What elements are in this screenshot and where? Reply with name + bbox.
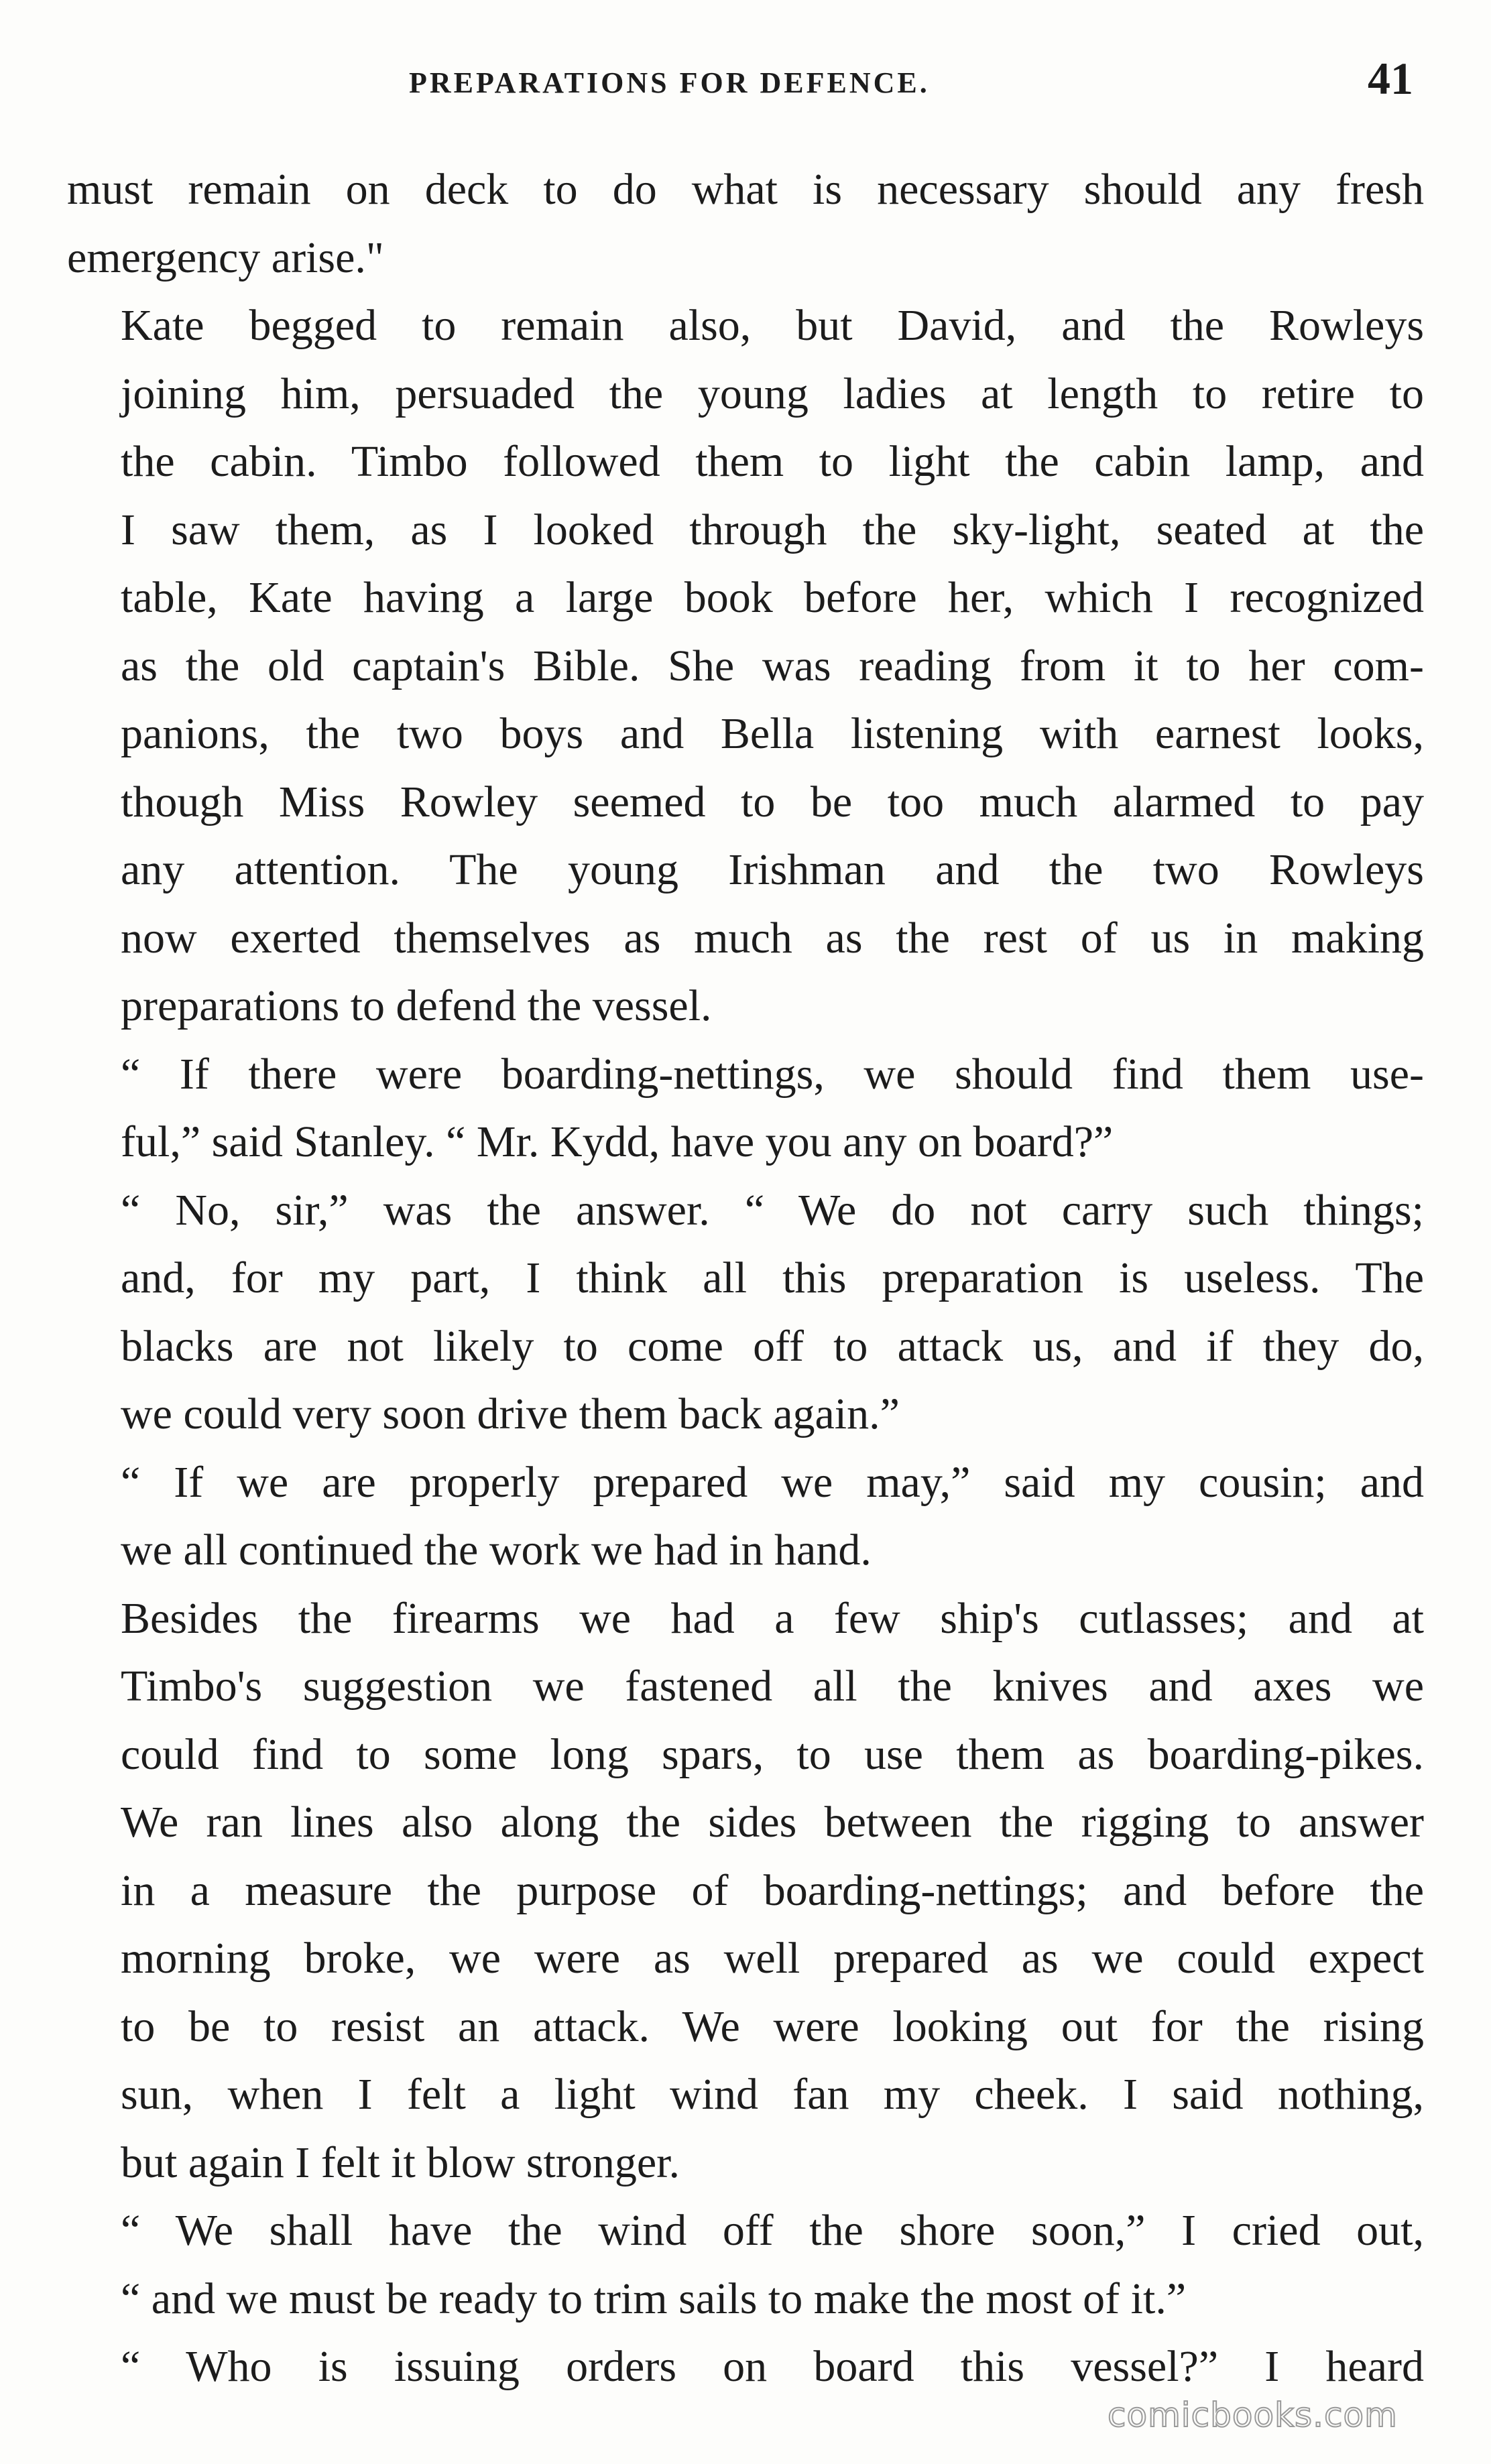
text-line: Timbo's suggestion we fastened all the knives and axes we xyxy=(121,1662,1424,1711)
text-line: panions, the two boys and Bella listening with earnest looks, xyxy=(121,709,1424,758)
paragraph-7 xyxy=(67,2197,1424,2333)
text-line: Kate begged to remain also, but David, and the Rowleys xyxy=(121,301,1424,350)
text-line: we all continued the work we had in hand. xyxy=(121,1526,872,1575)
body-text xyxy=(67,156,1424,2401)
text-line: as the old captain's Bible. She was reading from it to her com- xyxy=(121,641,1424,690)
watermark-logo: comicbooks.com xyxy=(1108,2396,1398,2435)
text-line: preparations to defend the vessel. xyxy=(121,981,712,1030)
text-line: could find to some long spars, to use them as boarding-pikes. xyxy=(121,1729,1424,1779)
paragraph-5 xyxy=(67,1449,1424,1585)
paragraph-6 xyxy=(67,1585,1424,2197)
text-line: “ We shall have the wind off the shore soon,” I cried out, xyxy=(121,2206,1424,2255)
text-line: any attention. The young Irishman and the two Rowleys xyxy=(121,845,1424,894)
text-line: We ran lines also along the sides between the rigging to answer xyxy=(121,1798,1424,1847)
paragraph-2 xyxy=(67,292,1424,1040)
text-line: “ Who is issuing orders on board this vessel?” I heard xyxy=(121,2342,1424,2391)
text-line: now exerted themselves as much as the rest of us in making xyxy=(121,913,1424,963)
paragraph-1 xyxy=(67,156,1424,292)
text-line: joining him, persuaded the young ladies at length to retire to xyxy=(121,369,1424,418)
text-line: ful,” said Stanley. “ Mr. Kydd, have you any on board?” xyxy=(121,1117,1114,1166)
text-line: to be to resist an attack. We were looking out for the rising xyxy=(121,2001,1424,2051)
paragraph-4 xyxy=(67,1176,1424,1449)
text-line: “ No, sir,” was the answer. “ We do not carry such things; xyxy=(121,1185,1424,1235)
text-line: in a measure the purpose of boarding-nettings; and before the xyxy=(121,1865,1424,1915)
text-line: Besides the firearms we had a few ship's cutlasses; and at xyxy=(121,1593,1424,1643)
text-line: table, Kate having a large book before her, which I recognized xyxy=(121,573,1424,622)
text-line: I saw them, as I looked through the sky-light, seated at the xyxy=(121,505,1424,554)
text-line: though Miss Rowley seemed to be too much alarmed to pay xyxy=(121,777,1424,826)
text-line: sun, when I felt a light wind fan my cheek. I said nothing, xyxy=(121,2070,1424,2119)
text-line: but again I felt it blow stronger. xyxy=(121,2138,680,2187)
text-line: emergency arise." xyxy=(67,233,384,282)
text-line: we could very soon drive them back again.” xyxy=(121,1390,900,1438)
page-number: 41 xyxy=(1368,53,1413,104)
text-line: blacks are not likely to come off to attack us, and if they do, xyxy=(121,1321,1424,1371)
paragraph-8 xyxy=(67,2333,1424,2401)
text-line: must remain on deck to do what is necessary should any fresh xyxy=(67,165,1424,214)
text-line: “ and we must be ready to trim sails to make the most of it.” xyxy=(121,2274,1187,2323)
text-line: and, for my part, I think all this preparation is useless. The xyxy=(121,1253,1424,1302)
text-line: morning broke, we were as well prepared as we could expect xyxy=(121,1934,1424,1983)
page-header xyxy=(0,52,1491,126)
running-title: PREPARATIONS FOR DEFENCE. xyxy=(409,66,930,99)
text-line: “ If there were boarding-nettings, we should find them use- xyxy=(121,1049,1424,1099)
text-line: the cabin. Timbo followed them to light the cabin lamp, and xyxy=(121,437,1424,486)
paragraph-3 xyxy=(67,1040,1424,1176)
text-line: “ If we are properly prepared we may,” said my cousin; and xyxy=(121,1457,1424,1507)
